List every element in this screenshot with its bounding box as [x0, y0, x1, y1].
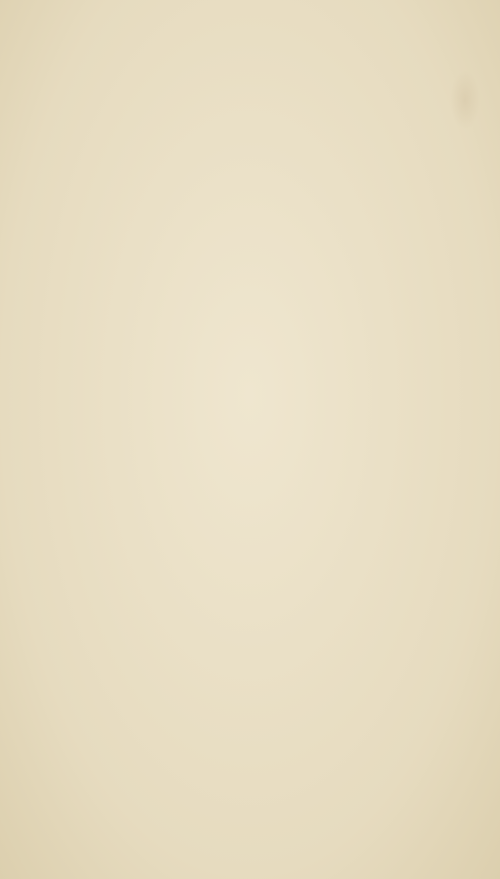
paper-stain: [450, 70, 480, 130]
